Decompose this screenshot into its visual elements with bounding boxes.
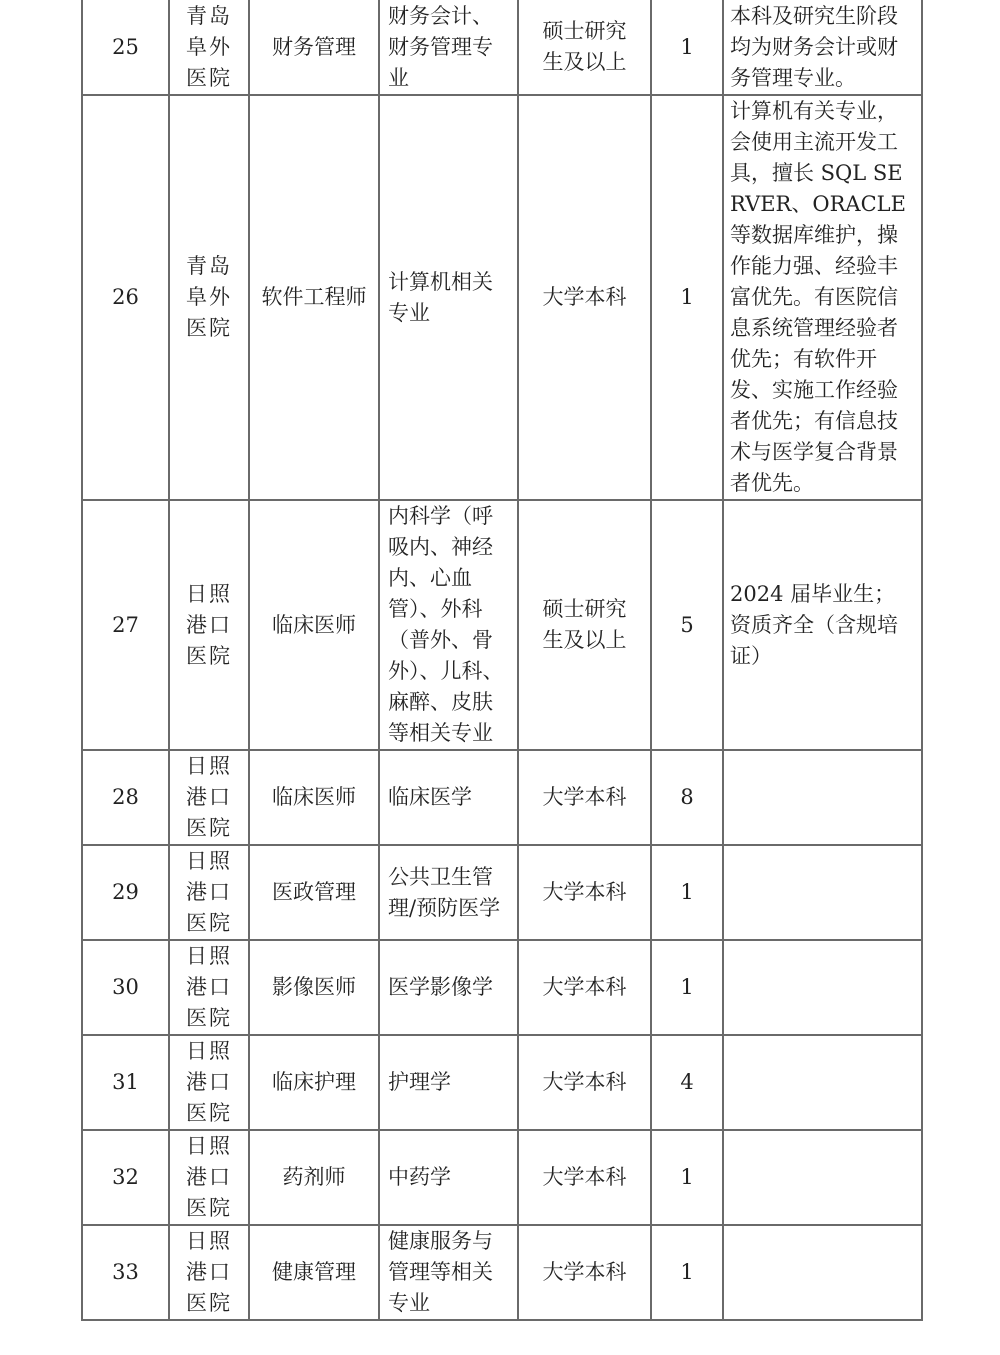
recruitment-table-page xyxy=(81,0,921,1321)
hospital-line: 阜外 xyxy=(186,285,232,309)
cell-education: 硕士研究生及以上 xyxy=(518,500,651,750)
hospital-line: 港口 xyxy=(186,975,232,999)
cell-hospital xyxy=(169,750,249,845)
cell-hospital xyxy=(169,1225,249,1320)
hospital-line: 医院 xyxy=(186,816,232,840)
hospital-line: 港口 xyxy=(186,612,232,637)
table-row xyxy=(82,1035,922,1130)
cell-headcount: 8 xyxy=(651,750,723,845)
cell-hospital xyxy=(169,1130,249,1225)
cell-education: 大学本科 xyxy=(518,1130,651,1225)
table-row xyxy=(82,500,922,750)
hospital-line: 日照 xyxy=(186,1039,232,1063)
cell-position: 财务管理 xyxy=(249,0,379,95)
cell-serial-number: 30 xyxy=(82,940,169,1035)
cell-education: 大学本科 xyxy=(518,1035,651,1130)
table-row xyxy=(82,95,922,500)
cell-requirements xyxy=(723,1225,922,1320)
hospital-line: 港口 xyxy=(186,1070,232,1094)
cell-serial-number: 28 xyxy=(82,750,169,845)
cell-hospital xyxy=(169,0,249,95)
cell-major: 中药学 xyxy=(379,1130,518,1225)
cell-position: 影像医师 xyxy=(249,940,379,1035)
cell-headcount: 5 xyxy=(651,500,723,750)
table-row xyxy=(82,940,922,1035)
cell-major: 计算机相关专业 xyxy=(379,95,518,500)
hospital-line: 医院 xyxy=(186,1291,232,1315)
hospital-line: 医院 xyxy=(186,316,232,340)
cell-position: 软件工程师 xyxy=(249,95,379,500)
cell-serial-number: 33 xyxy=(82,1225,169,1320)
cell-headcount: 1 xyxy=(651,845,723,940)
table-row xyxy=(82,1225,922,1320)
table-row xyxy=(82,845,922,940)
cell-requirements xyxy=(723,1035,922,1130)
hospital-line: 医院 xyxy=(186,643,232,668)
hospital-line: 港口 xyxy=(186,785,232,809)
hospital-line: 日照 xyxy=(186,1134,232,1158)
hospital-line: 港口 xyxy=(186,880,232,904)
cell-headcount: 4 xyxy=(651,1035,723,1130)
cell-serial-number: 29 xyxy=(82,845,169,940)
hospital-line: 医院 xyxy=(186,1006,232,1030)
cell-headcount: 1 xyxy=(651,1130,723,1225)
cell-requirements: 计算机有关专业，会使用主流开发工具，擅长 SQL SERVER、ORACLE 等数据库维护，操作能力强、经验丰富优先。有医院信息系统管理经验者优先；有软件开发、实施工作经验者优先；有信息技术与医学复合背景者优先。 xyxy=(723,95,922,500)
cell-requirements: 2024 届毕业生；资质齐全（含规培证） xyxy=(723,500,922,750)
cell-requirements xyxy=(723,845,922,940)
cell-hospital xyxy=(169,500,249,750)
cell-serial-number: 32 xyxy=(82,1130,169,1225)
cell-major: 健康服务与管理等相关专业 xyxy=(379,1225,518,1320)
cell-education: 大学本科 xyxy=(518,940,651,1035)
hospital-line: 青岛 xyxy=(186,3,232,28)
hospital-line: 日照 xyxy=(186,944,232,968)
cell-education: 硕士研究生及以上 xyxy=(518,0,651,95)
cell-serial-number: 31 xyxy=(82,1035,169,1130)
cell-major: 财务会计、财务管理专业 xyxy=(379,0,518,95)
cell-headcount: 1 xyxy=(651,95,723,500)
cell-major: 内科学（呼吸内、神经内、心血管）、外科（普外、骨外）、儿科、麻醉、皮肤等相关专业 xyxy=(379,500,518,750)
hospital-line: 医院 xyxy=(186,65,232,90)
recruitment-table xyxy=(81,0,923,1321)
cell-position: 医政管理 xyxy=(249,845,379,940)
cell-hospital xyxy=(169,1035,249,1130)
cell-major: 护理学 xyxy=(379,1035,518,1130)
hospital-line: 港口 xyxy=(186,1165,232,1189)
hospital-line: 日照 xyxy=(186,581,232,606)
cell-requirements xyxy=(723,1130,922,1225)
hospital-line: 日照 xyxy=(186,849,232,873)
cell-hospital xyxy=(169,940,249,1035)
cell-requirements xyxy=(723,940,922,1035)
cell-serial-number: 26 xyxy=(82,95,169,500)
hospital-line: 日照 xyxy=(186,754,232,778)
cell-serial-number: 25 xyxy=(82,0,169,95)
cell-education: 大学本科 xyxy=(518,95,651,500)
cell-major: 医学影像学 xyxy=(379,940,518,1035)
hospital-line: 医院 xyxy=(186,911,232,935)
table-body xyxy=(82,0,922,1320)
cell-headcount: 1 xyxy=(651,0,723,95)
cell-position: 临床护理 xyxy=(249,1035,379,1130)
cell-major: 临床医学 xyxy=(379,750,518,845)
hospital-line: 医院 xyxy=(186,1196,232,1220)
cell-position: 药剂师 xyxy=(249,1130,379,1225)
cell-position: 临床医师 xyxy=(249,750,379,845)
cell-requirements xyxy=(723,750,922,845)
cell-requirements: 本科及研究生阶段均为财务会计或财务管理专业。 xyxy=(723,0,922,95)
cell-education: 大学本科 xyxy=(518,845,651,940)
hospital-line: 青岛 xyxy=(186,254,232,278)
cell-education: 大学本科 xyxy=(518,750,651,845)
hospital-line: 港口 xyxy=(186,1260,232,1284)
cell-position: 临床医师 xyxy=(249,500,379,750)
cell-hospital xyxy=(169,95,249,500)
table-row xyxy=(82,750,922,845)
hospital-line: 医院 xyxy=(186,1101,232,1125)
cell-headcount: 1 xyxy=(651,1225,723,1320)
cell-serial-number: 27 xyxy=(82,500,169,750)
cell-hospital xyxy=(169,845,249,940)
table-row xyxy=(82,1130,922,1225)
hospital-line: 日照 xyxy=(186,1229,232,1253)
table-row xyxy=(82,0,922,95)
cell-major: 公共卫生管理/预防医学 xyxy=(379,845,518,940)
cell-position: 健康管理 xyxy=(249,1225,379,1320)
hospital-line: 阜外 xyxy=(186,34,232,59)
cell-headcount: 1 xyxy=(651,940,723,1035)
cell-education: 大学本科 xyxy=(518,1225,651,1320)
